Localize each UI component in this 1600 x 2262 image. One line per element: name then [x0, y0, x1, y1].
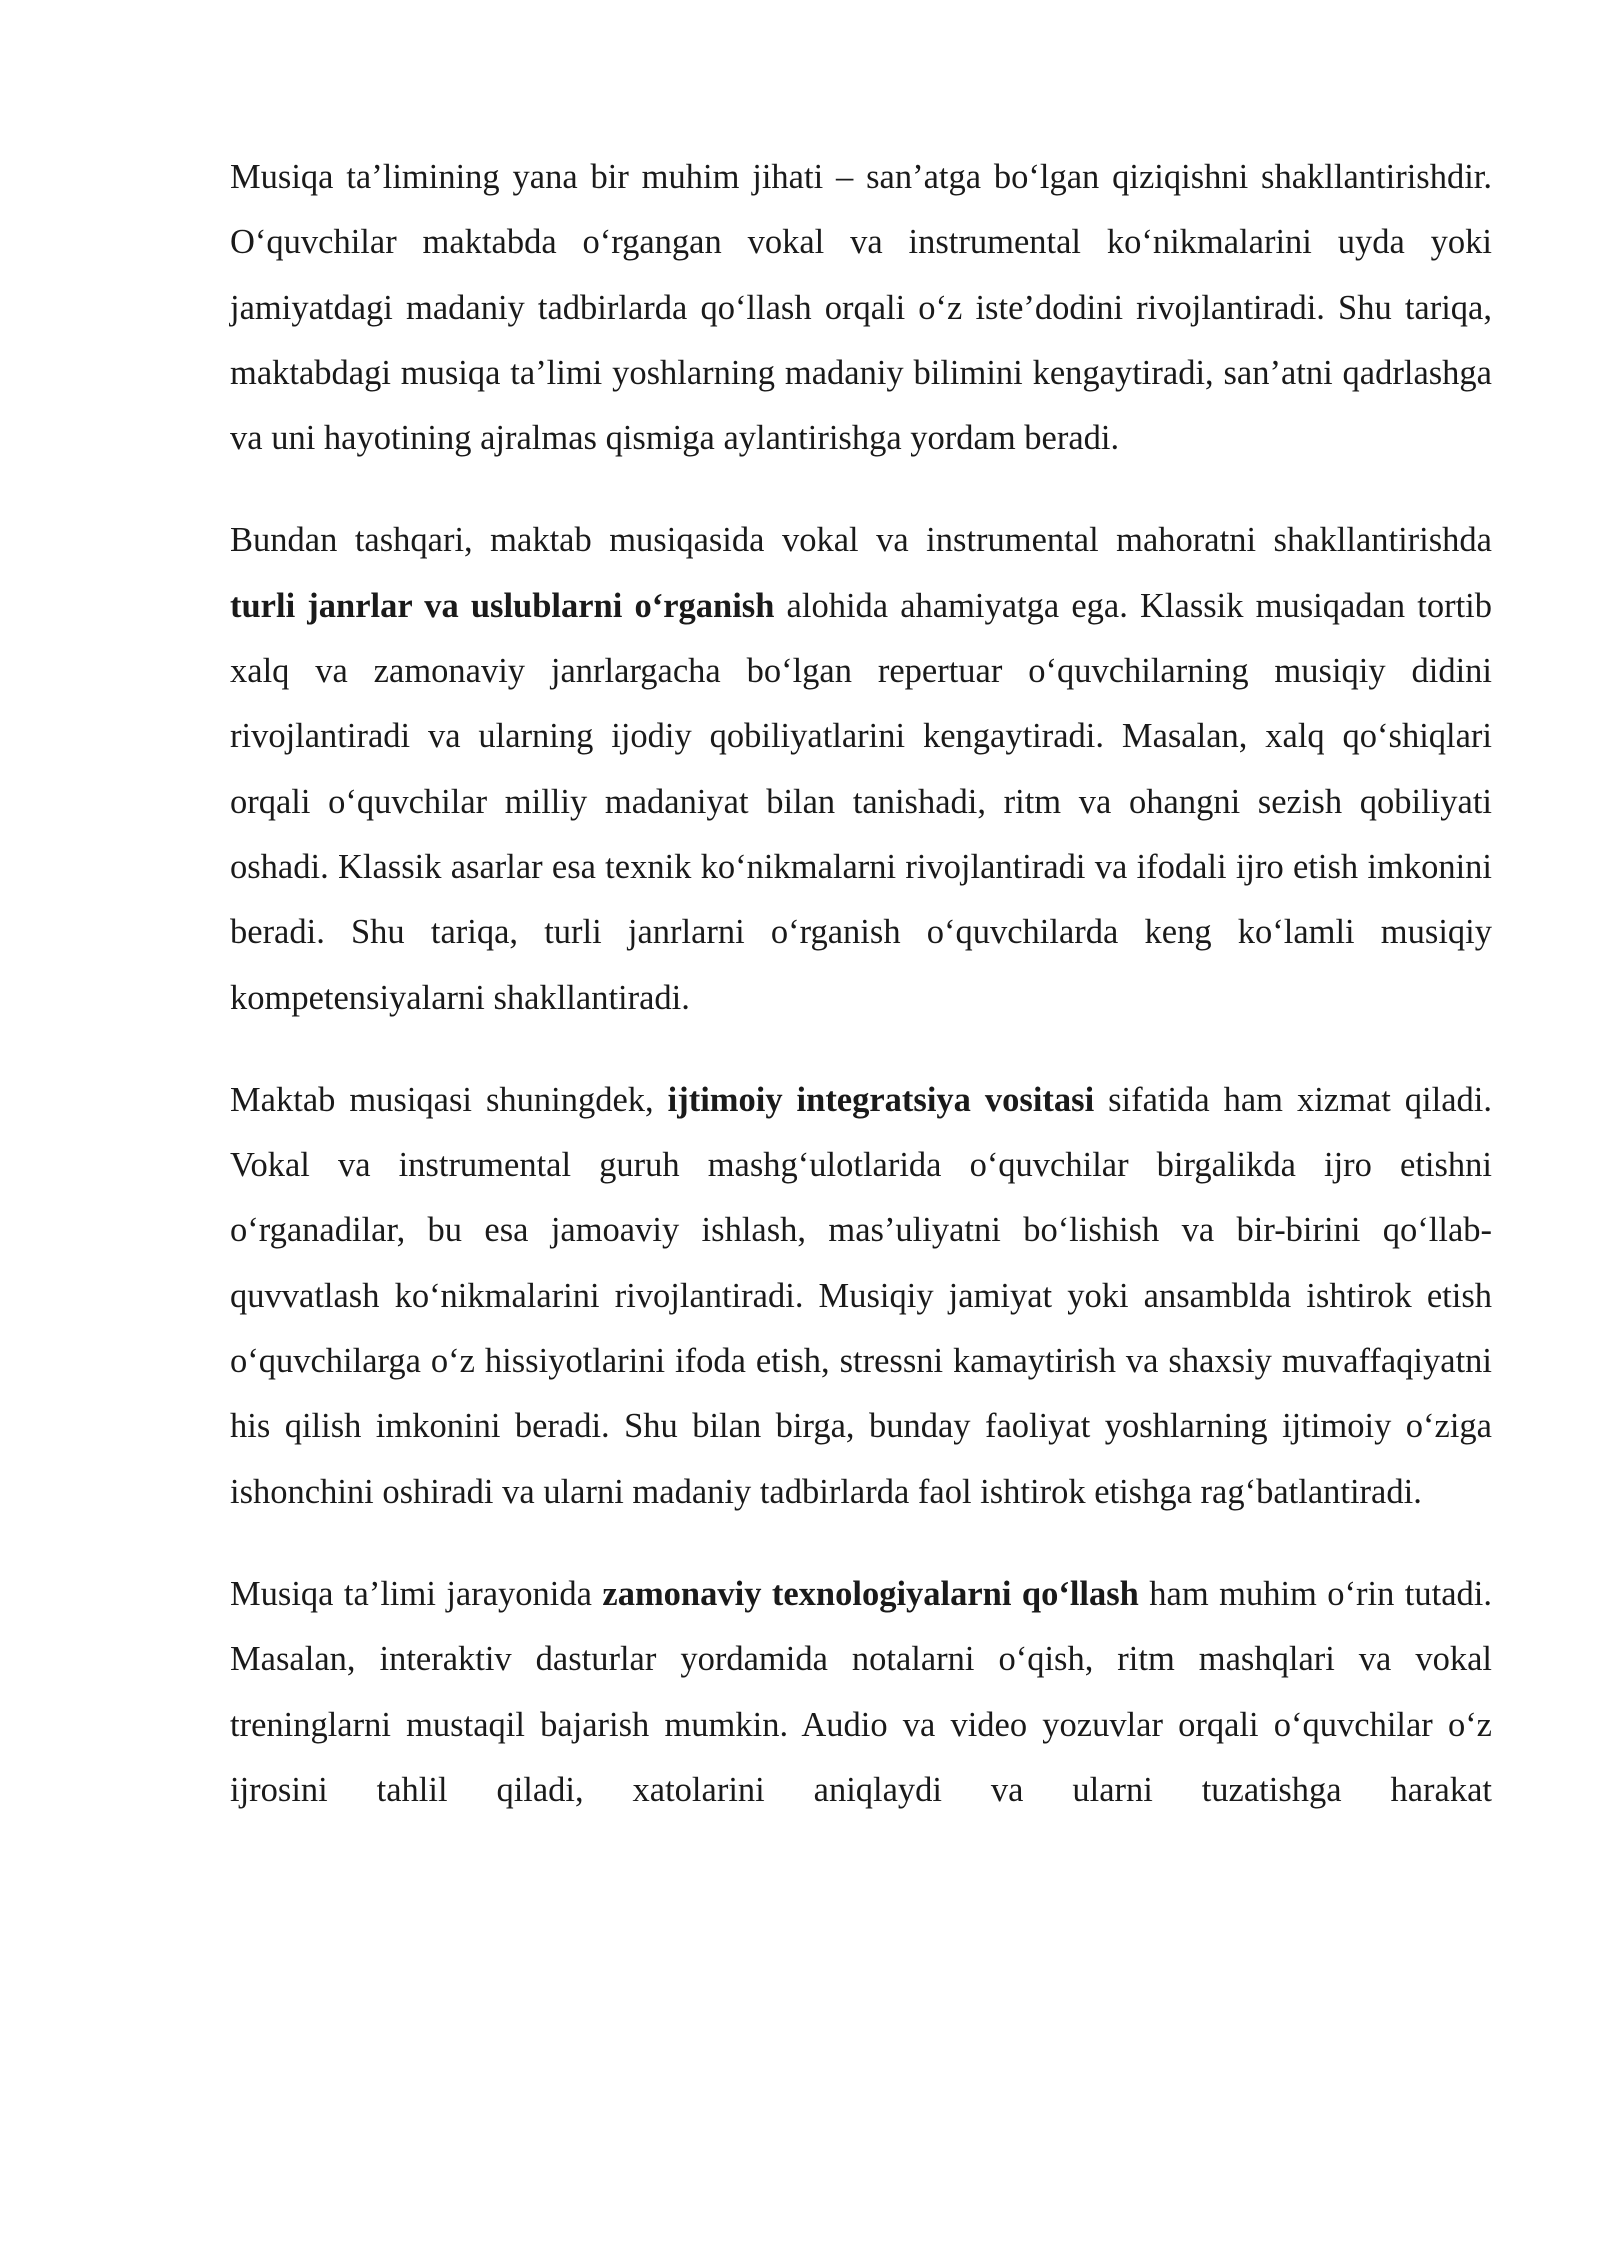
document-body [230, 145, 1492, 1860]
paragraph-3-bold-phrase: ijtimoiy integratsiya vositasi [667, 1080, 1095, 1119]
paragraph-4-text-end: ham muhim o‘rin tutadi. Masalan, interaktiv dasturlar yordamida notalarni o‘qish, ritm mashqlari va vokal treninglarni mustaqil bajarish mumkin. Audio va video yozuvlar orqali o‘quvchilar o‘z ijrosini tahlil qiladi, xatolarini aniqlaydi va ularni tuzatishga harakat [230, 1574, 1492, 1809]
paragraph-4-text-start: Musiqa ta’limi jarayonida [230, 1574, 603, 1613]
paragraph-3 [230, 1068, 1492, 1525]
paragraph-2-bold-phrase: turli janrlar va uslublarni o‘rganish [230, 586, 775, 625]
paragraph-3-text-end: sifatida ham xizmat qiladi. Vokal va instrumental guruh mashg‘ulotlarida o‘quvchilar birgalikda ijro etishni o‘rganadilar, bu esa jamoaviy ishlash, mas’uliyatni bo‘lishish va bir-birini qo‘llab-quvvatlash ko‘nikmalarini rivojlantiradi. Musiqiy jamiyat yoki ansamblda ishtirok etish o‘quvchilarga o‘z hissiyotlarini ifoda etish, stressni kamaytirish va shaxsiy muvaffaqiyatni his qilish imkonini beradi. Shu bilan birga, bunday faoliyat yoshlarning ijtimoiy o‘ziga ishonchini oshiradi va ularni madaniy tadbirlarda faol ishtirok etishga rag‘batlantiradi. [230, 1080, 1492, 1511]
paragraph-4 [230, 1562, 1492, 1823]
paragraph-4-bold-phrase: zamonaviy texnologiyalarni qo‘llash [602, 1574, 1139, 1613]
paragraph-2-text-end: alohida ahamiyatga ega. Klassik musiqadan tortib xalq va zamonaviy janrlargacha bo‘lgan repertuar o‘quvchilarning musiqiy didini rivojlantiradi va ularning ijodiy qobiliyatlarini kengaytiradi. Masalan, xalq qo‘shiqlari orqali o‘quvchilar milliy madaniyat bilan tanishadi, ritm va ohangni sezish qobiliyati oshadi. Klassik asarlar esa texnik ko‘nikmalarni rivojlantiradi va ifodali ijro etish imkonini beradi. Shu tariqa, turli janrlarni o‘rganish o‘quvchilarda keng ko‘lamli musiqiy kompetensiyalarni shakllantiradi. [230, 586, 1492, 1017]
paragraph-1 [230, 145, 1492, 471]
paragraph-3-text-start: Maktab musiqasi shuningdek, [230, 1080, 668, 1119]
paragraph-1-text: Musiqa ta’limining yana bir muhim jihati – san’atga bo‘lgan qiziqishni shakllantirishdir. O‘quvchilar maktabda o‘rgangan vokal va instrumental ko‘nikmalarini uyda yoki jamiyatdagi madaniy tadbirlarda qo‘llash orqali o‘z iste’dodini rivojlantiradi. Shu tariqa, maktabdagi musiqa ta’limi yoshlarning madaniy bilimini kengaytiradi, san’atni qadrlashga va uni hayotining ajralmas qismiga aylantirishga yordam beradi. [230, 158, 1492, 458]
paragraph-2-text-start: Bundan tashqari, maktab musiqasida vokal va instrumental mahoratni shakllantirishda [230, 521, 1492, 560]
paragraph-2 [230, 508, 1492, 1030]
